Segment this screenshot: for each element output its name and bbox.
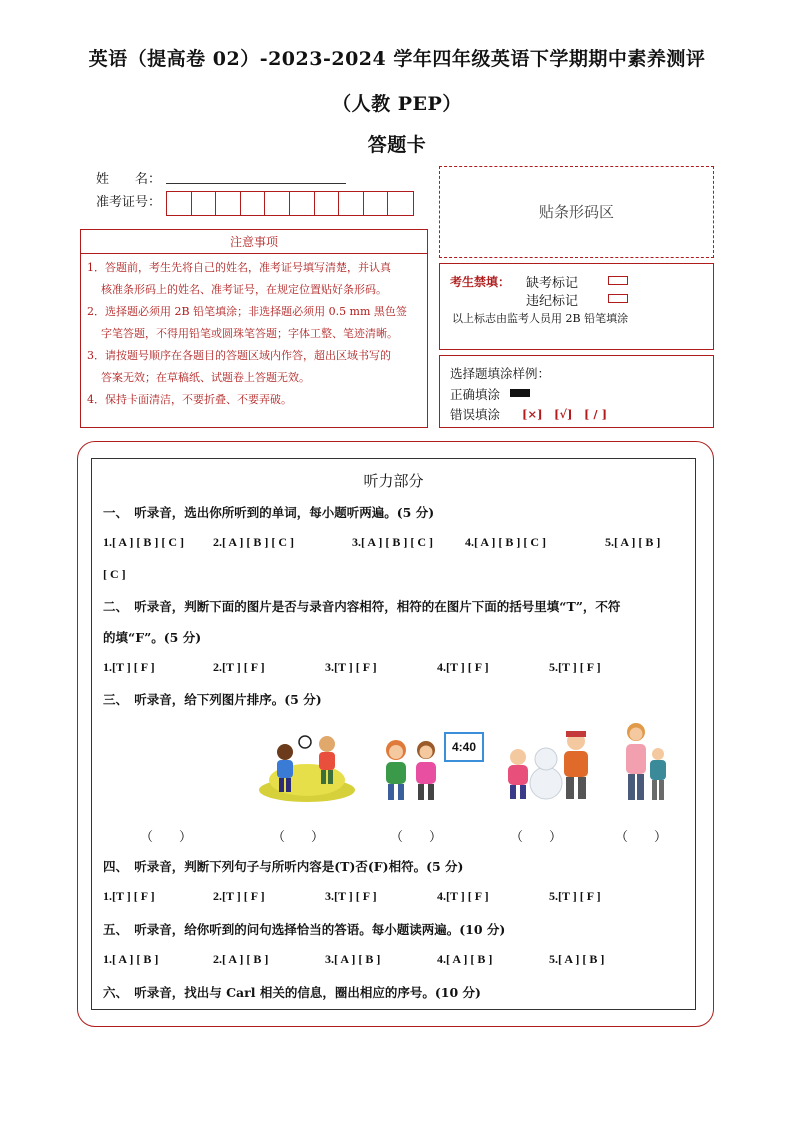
violation-mark-label: 违纪标记 bbox=[526, 294, 579, 309]
exam-id-cell[interactable] bbox=[241, 192, 266, 215]
s2-q1-options[interactable]: 1.[T ] [ F ] bbox=[103, 660, 155, 674]
forbidden-box bbox=[439, 263, 714, 350]
s5-q3-options[interactable]: 3.[ A ] [ B ] bbox=[325, 952, 381, 966]
s1-q4-options[interactable]: 4.[ A ] [ B ] [ C ] bbox=[465, 535, 546, 549]
s1-q3-options[interactable]: 3.[ A ] [ B ] [ C ] bbox=[352, 535, 433, 549]
kids-building-snowman-image bbox=[500, 727, 595, 805]
barcode-label: 贴条形码区 bbox=[538, 203, 614, 221]
violation-mark-box[interactable] bbox=[608, 294, 628, 303]
page-subtitle-publisher: （人教 PEP） bbox=[332, 93, 462, 115]
notes-title: 注意事项 bbox=[81, 230, 427, 254]
name-field[interactable] bbox=[166, 183, 346, 184]
clock-time-image: 4:40 bbox=[444, 732, 484, 762]
note-line: 2．选择题必须用 2B 铅笔填涂；非选择题必须用 0.5 mm 黑色签 bbox=[87, 305, 407, 318]
note-line: 4．保持卡面清洁，不要折叠、不要弄破。 bbox=[87, 393, 292, 406]
note-line: 答案无效；在草稿纸、试题卷上答题无效。 bbox=[101, 371, 310, 384]
correct-fill-label: 正确填涂 bbox=[450, 387, 501, 402]
s4-q3-options[interactable]: 3.[T ] [ F ] bbox=[325, 889, 377, 903]
s1-q5-options-wrap[interactable]: [ C ] bbox=[103, 567, 126, 581]
page-title: 英语（提高卷 02）-2023-2024 学年四年级英语下学期期中素养测评 bbox=[88, 48, 706, 70]
exam-id-cell[interactable] bbox=[388, 192, 413, 215]
s5-q2-options[interactable]: 2.[ A ] [ B ] bbox=[213, 952, 269, 966]
notes-box bbox=[80, 229, 428, 428]
s1-q2-options[interactable]: 2.[ A ] [ B ] [ C ] bbox=[213, 535, 294, 549]
answer-blank-5[interactable]: （ ） bbox=[615, 830, 668, 845]
exam-id-cell[interactable] bbox=[216, 192, 241, 215]
answer-sheet-title: 答题卡 bbox=[367, 134, 427, 156]
exam-id-cell[interactable] bbox=[265, 192, 290, 215]
barcode-area[interactable] bbox=[439, 166, 714, 258]
section-5-instruction: 五、 听录音，给你听到的问句选择恰当的答语。每小题读两遍。(10 分) bbox=[103, 922, 506, 937]
exam-id-cell[interactable] bbox=[192, 192, 217, 215]
exam-id-cell[interactable] bbox=[315, 192, 340, 215]
exam-id-cell[interactable] bbox=[364, 192, 389, 215]
answer-blank-3[interactable]: （ ） bbox=[390, 830, 443, 845]
absent-mark-label: 缺考标记 bbox=[526, 276, 579, 291]
exam-id-grid[interactable] bbox=[166, 191, 414, 216]
exam-id-cell[interactable] bbox=[339, 192, 364, 215]
section-2-instruction-cont: 的填“F”。(5 分) bbox=[103, 630, 202, 645]
s4-q4-options[interactable]: 4.[T ] [ F ] bbox=[437, 889, 489, 903]
section-3-instruction: 三、 听录音，给下列图片排序。(5 分) bbox=[103, 692, 322, 707]
s4-q2-options[interactable]: 2.[T ] [ F ] bbox=[213, 889, 265, 903]
wrong-fill-label: 错误填涂 bbox=[450, 407, 501, 422]
s2-q2-options[interactable]: 2.[T ] [ F ] bbox=[213, 660, 265, 674]
note-line: 1．答题前，考生先将自己的姓名，准考证号填写清楚，并认真 bbox=[87, 261, 391, 274]
absent-mark-box[interactable] bbox=[608, 276, 628, 285]
exam-id-cell[interactable] bbox=[290, 192, 315, 215]
s4-q5-options[interactable]: 5.[T ] [ F ] bbox=[549, 889, 601, 903]
sample-title: 选择题填涂样例： bbox=[450, 366, 551, 381]
s5-q1-options[interactable]: 1.[ A ] [ B ] bbox=[103, 952, 159, 966]
s2-q4-options[interactable]: 4.[T ] [ F ] bbox=[437, 660, 489, 674]
two-kids-walking-image bbox=[378, 738, 446, 806]
kids-playing-football-image bbox=[255, 728, 360, 808]
section-4-instruction: 四、 听录音，判断下列句子与所听内容是(T)否(F)相符。(5 分) bbox=[103, 859, 464, 874]
note-line: 字笔答题，不得用铅笔或圆珠笔答题；字体工整、笔迹清晰。 bbox=[101, 327, 398, 340]
answer-blank-4[interactable]: （ ） bbox=[510, 830, 563, 845]
s2-q5-options[interactable]: 5.[T ] [ F ] bbox=[549, 660, 601, 674]
section-6-instruction: 六、 听录音，找出与 Carl 相关的信息，圈出相应的序号。(10 分) bbox=[103, 985, 481, 1000]
note-line: 核准条形码上的姓名、准考证号，在规定位置贴好条形码。 bbox=[101, 283, 387, 296]
listening-title: 听力部分 bbox=[363, 472, 424, 490]
wrong-fill-samples: [×] [√] [ / ] bbox=[522, 407, 608, 421]
section-2-instruction: 二、 听录音，判断下面的图片是否与录音内容相符，相符的在图片下面的括号里填“T”，不符 bbox=[103, 599, 621, 614]
s5-q5-options[interactable]: 5.[ A ] [ B ] bbox=[549, 952, 605, 966]
mother-and-child-image bbox=[620, 720, 672, 805]
sample-box bbox=[439, 355, 714, 428]
s2-q3-options[interactable]: 3.[T ] [ F ] bbox=[325, 660, 377, 674]
name-label: 姓 名： bbox=[96, 172, 162, 187]
s4-q1-options[interactable]: 1.[T ] [ F ] bbox=[103, 889, 155, 903]
exam-id-label: 准考证号： bbox=[96, 195, 162, 210]
answer-blank-1[interactable]: （ ） bbox=[140, 830, 193, 845]
s1-q1-options[interactable]: 1.[ A ] [ B ] [ C ] bbox=[103, 535, 184, 549]
exam-id-cell[interactable] bbox=[167, 192, 192, 215]
correct-fill-sample bbox=[510, 389, 530, 397]
note-line: 3．请按题号顺序在各题目的答题区域内作答，超出区域书写的 bbox=[87, 349, 391, 362]
forbidden-label: 考生禁填： bbox=[450, 275, 511, 289]
s1-q5-options[interactable]: 5.[ A ] [ B ] bbox=[605, 535, 661, 549]
s5-q4-options[interactable]: 4.[ A ] [ B ] bbox=[437, 952, 493, 966]
forbidden-note: 以上标志由监考人员用 2B 铅笔填涂 bbox=[452, 312, 629, 325]
section-1-instruction: 一、 听录音，选出你所听到的单词，每小题听两遍。(5 分) bbox=[103, 505, 435, 520]
answer-blank-2[interactable]: （ ） bbox=[272, 830, 325, 845]
